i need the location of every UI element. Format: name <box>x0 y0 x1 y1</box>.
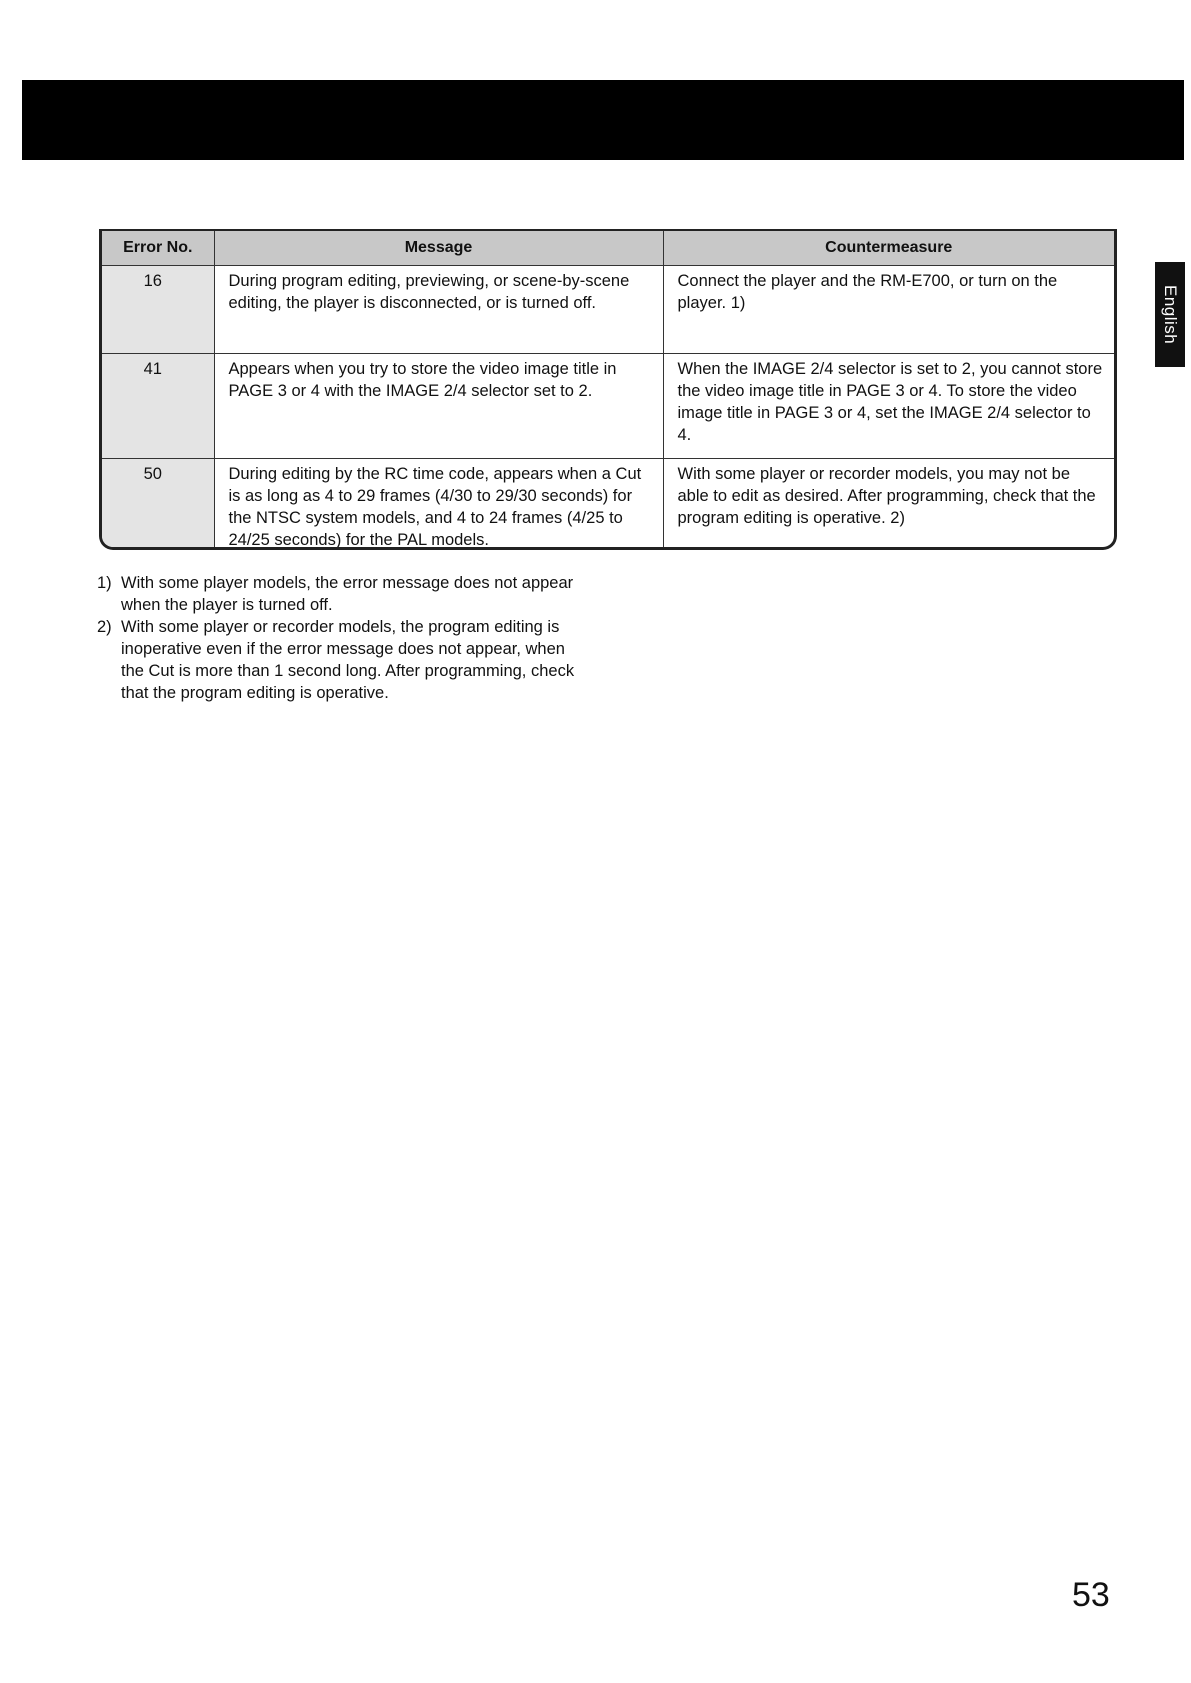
header-countermeasure: Countermeasure <box>663 231 1114 266</box>
error-message: During editing by the RC time code, appears when a Cut is as long as 4 to 29 frames (4/30 to 29/30 seconds) for the NTSC system models, and 4 to 24 frames (4/25 to 24/25 seconds) for the PAL models. <box>214 459 663 551</box>
error-number: 50 <box>102 459 214 551</box>
language-tab-label: English <box>1161 284 1180 345</box>
error-number: 16 <box>102 266 214 354</box>
error-message: During program editing, previewing, or scene-by-scene editing, the player is disconnected, or is turned off. <box>214 266 663 354</box>
language-tab <box>1155 262 1185 367</box>
footnote-marker: 2) <box>97 618 112 636</box>
footnote-marker: 1) <box>97 574 112 592</box>
table-row <box>102 266 1114 354</box>
header-band <box>22 80 1184 160</box>
error-table <box>99 229 1117 550</box>
error-countermeasure: When the IMAGE 2/4 selector is set to 2, you cannot store the video image title in PAGE 3 or 4. To store the video image title in PAGE 3 or 4, set the IMAGE 2/4 selector to 4. <box>663 354 1114 459</box>
footnote-text: With some player models, the error message does not appear when the player is turned off. <box>121 574 574 614</box>
footnote-text: With some player or recorder models, the program editing is inoperative even if the error message does not appear, when the Cut is more than 1 second long. After programming, check that the program editing is operative. <box>121 618 575 702</box>
error-number: 41 <box>102 354 214 459</box>
header-message: Message <box>214 231 663 266</box>
header-error-no: Error No. <box>102 231 214 266</box>
footnote <box>97 616 577 704</box>
error-message: Appears when you try to store the video image title in PAGE 3 or 4 with the IMAGE 2/4 selector set to 2. <box>214 354 663 459</box>
page-number: 53 <box>1072 1576 1110 1614</box>
error-countermeasure: Connect the player and the RM-E700, or turn on the player. 1) <box>663 266 1114 354</box>
table-header-row <box>102 231 1114 266</box>
table-row <box>102 459 1114 551</box>
table-row <box>102 354 1114 459</box>
error-countermeasure: With some player or recorder models, you may not be able to edit as desired. After programming, check that the program editing is operative. 2) <box>677 465 1096 527</box>
footnote <box>97 572 577 616</box>
footnotes <box>97 572 577 704</box>
